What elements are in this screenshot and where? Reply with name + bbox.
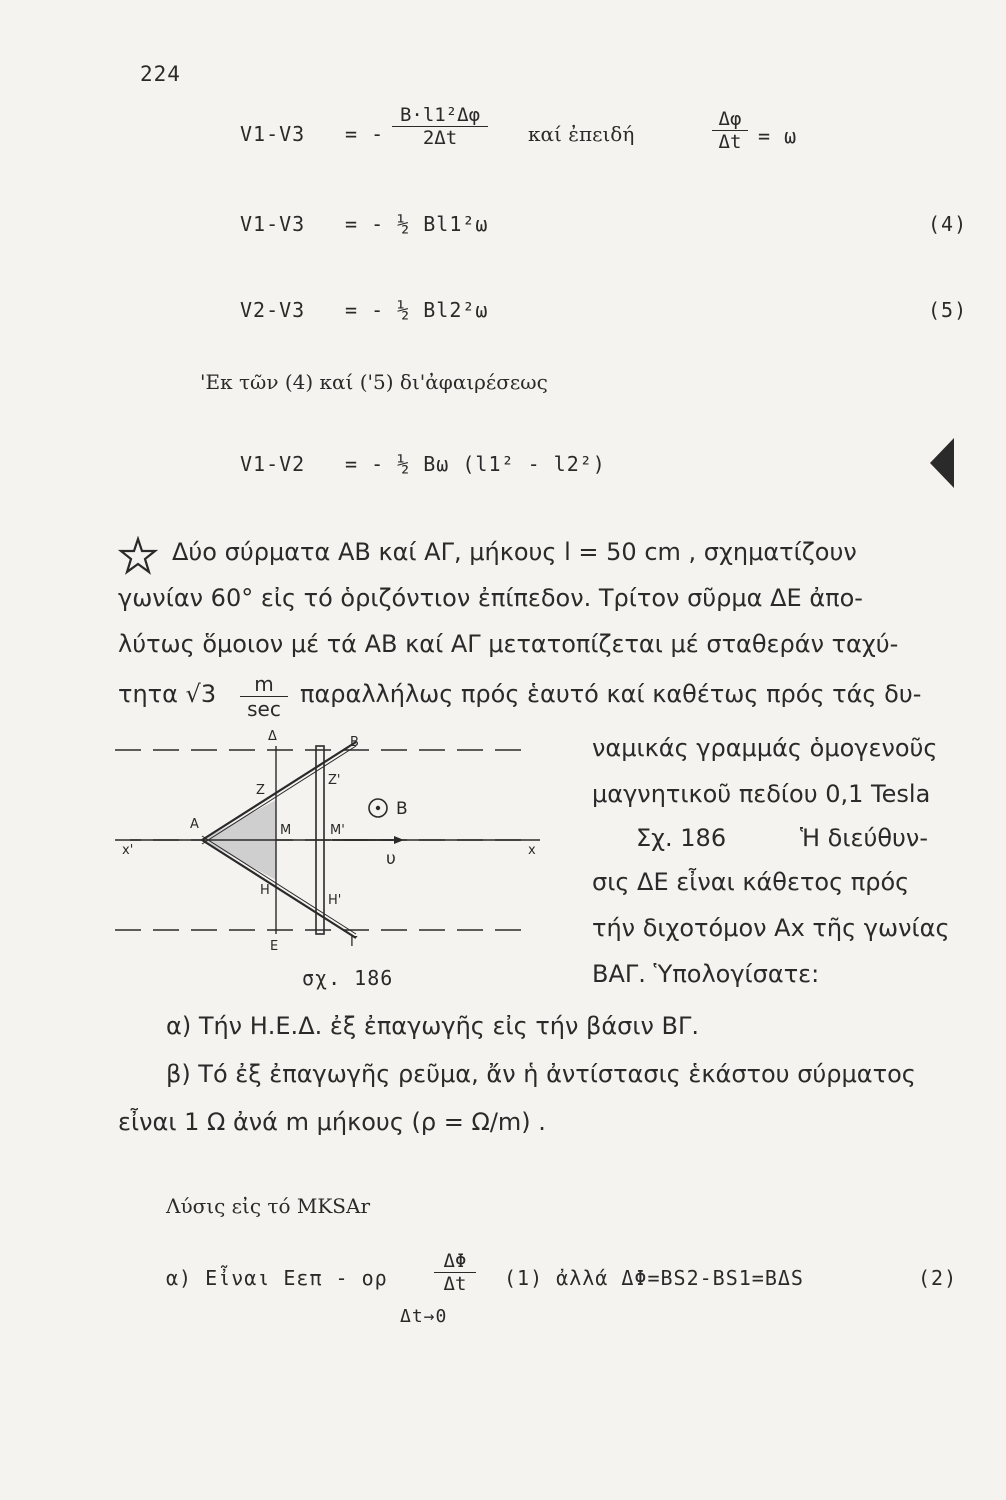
- question-b-line2: εἶναι 1 Ω ἀνά m μήκους (ρ = Ω/m) .: [118, 1108, 546, 1136]
- label-M: Μ: [280, 823, 292, 838]
- label-A: Α: [190, 817, 199, 832]
- star-icon: [118, 536, 158, 576]
- right-line-3a: Σχ. 186: [636, 824, 727, 852]
- eq2-lhs: V1-V3: [240, 212, 306, 236]
- eq3-number: (5): [928, 298, 968, 322]
- eq1-tail: = ω: [758, 124, 798, 148]
- wire-AC: [202, 840, 356, 938]
- eq2-rhs: = - ½ Bl1²ω: [345, 212, 489, 236]
- unit-num: m: [240, 672, 288, 697]
- sol-a-number: (2): [918, 1266, 958, 1290]
- right-line-6: ΒΑΓ. Ὑπολογίσατε:: [592, 960, 820, 988]
- label-v: υ: [386, 849, 396, 869]
- wire-AC-inner: [202, 836, 356, 934]
- sol-a-fraction: [434, 1250, 476, 1295]
- problem-line-4b: παραλλήλως πρός ἑαυτό καί καθέτως πρός τάς δυ-: [300, 680, 922, 708]
- sol-a-num: ΔΦ: [434, 1250, 476, 1273]
- eq1-text: καί ἐπειδή: [528, 122, 635, 146]
- problem-line-1: Δύο σύρματα ΑΒ καί ΑΓ, μήκους l = 50 cm , σχηματίζουν: [172, 538, 857, 566]
- label-Bvec: B: [396, 799, 408, 819]
- sol-a-den: Δt: [443, 1273, 467, 1295]
- label-Mp: Μ': [330, 823, 345, 838]
- eq1-numerator: B·l1²Δφ: [392, 104, 488, 127]
- label-G: Γ: [350, 935, 358, 950]
- problem-line-3: λύτως ὅμοιον μέ τά ΑΒ καί ΑΓ μετατοπίζεται μέ σταθεράν ταχύ-: [118, 630, 899, 658]
- eq1-denominator: 2Δt: [422, 127, 458, 149]
- problem-line-4a: τητα √3: [118, 680, 217, 708]
- eq4-lhs: V1-V2: [240, 452, 306, 476]
- sol-a-prefix: α) Εἶναι Εεπ - ορ: [166, 1266, 388, 1290]
- label-Hp: Η': [328, 893, 342, 908]
- sol-a-mid: (1) ἀλλά ΔΦ=BS2-BS1=BΔS: [504, 1266, 804, 1290]
- question-a: α) Τήν Η.Ε.Δ. ἐξ ἐπαγωγῆς εἰς τήν βάσιν ΒΓ.: [166, 1012, 699, 1040]
- solution-heading: Λύσις εἰς τό MKSAr: [166, 1194, 371, 1218]
- eq1-lhs: V1-V3: [240, 122, 306, 146]
- right-line-5: τήν διχοτόμον Αx τῆς γωνίας: [592, 914, 950, 942]
- eq3-rhs: = - ½ Bl2²ω: [345, 298, 489, 322]
- label-D: Δ: [268, 729, 277, 744]
- right-line-1: ναμικάς γραμμάς ὁμογενοῦς: [592, 734, 938, 762]
- label-x: x: [528, 843, 536, 858]
- sol-a-limit: Δt→0: [400, 1306, 448, 1327]
- right-line-2: μαγνητικοῦ πεδίου 0,1 Tesla: [592, 780, 931, 808]
- eq4-rhs: = - ½ Bω (l1² - l2²): [345, 452, 606, 476]
- eq1-fraction: [392, 104, 488, 149]
- eq1-frac2-num: Δφ: [712, 108, 748, 131]
- label-Zp: Ζ': [328, 773, 341, 788]
- question-b-line1: β) Τό ἐξ ἐπαγωγῆς ρεῦμα, ἄν ἡ ἀντίστασις ἑκάστου σύρματος: [166, 1060, 916, 1088]
- eq1-frac2-den: Δt: [718, 131, 742, 153]
- label-B: Β: [350, 735, 359, 750]
- label-Z: Ζ: [256, 783, 265, 798]
- problem-line-2: γωνίαν 60° εἰς τό ὁριζόντιον ἐπίπεδον. Τρίτον σῦρμα ΔΕ ἀπο-: [118, 584, 863, 612]
- label-E: Ε: [270, 939, 279, 954]
- eq3-lhs: V2-V3: [240, 298, 306, 322]
- label-xp: x': [122, 843, 134, 858]
- velocity-unit-fraction: [240, 672, 288, 721]
- from-line: 'Εκ τῶν (4) καί ('5) δι'ἀφαιρέσεως: [200, 370, 548, 394]
- figure-caption: σχ. 186: [302, 966, 394, 990]
- eq1-sign: = -: [345, 122, 385, 146]
- page-number: 224: [140, 62, 181, 86]
- eq1-fraction2: [712, 108, 748, 153]
- figure-186: [110, 728, 550, 968]
- unit-den: sec: [247, 697, 281, 721]
- right-line-4: σις ΔΕ εἶναι κάθετος πρός: [592, 868, 910, 896]
- right-line-3b: Ἡ διεύθυν-: [800, 824, 928, 852]
- label-H: Η: [260, 883, 270, 898]
- eq2-number: (4): [928, 212, 968, 236]
- margin-marker-icon: [928, 436, 956, 490]
